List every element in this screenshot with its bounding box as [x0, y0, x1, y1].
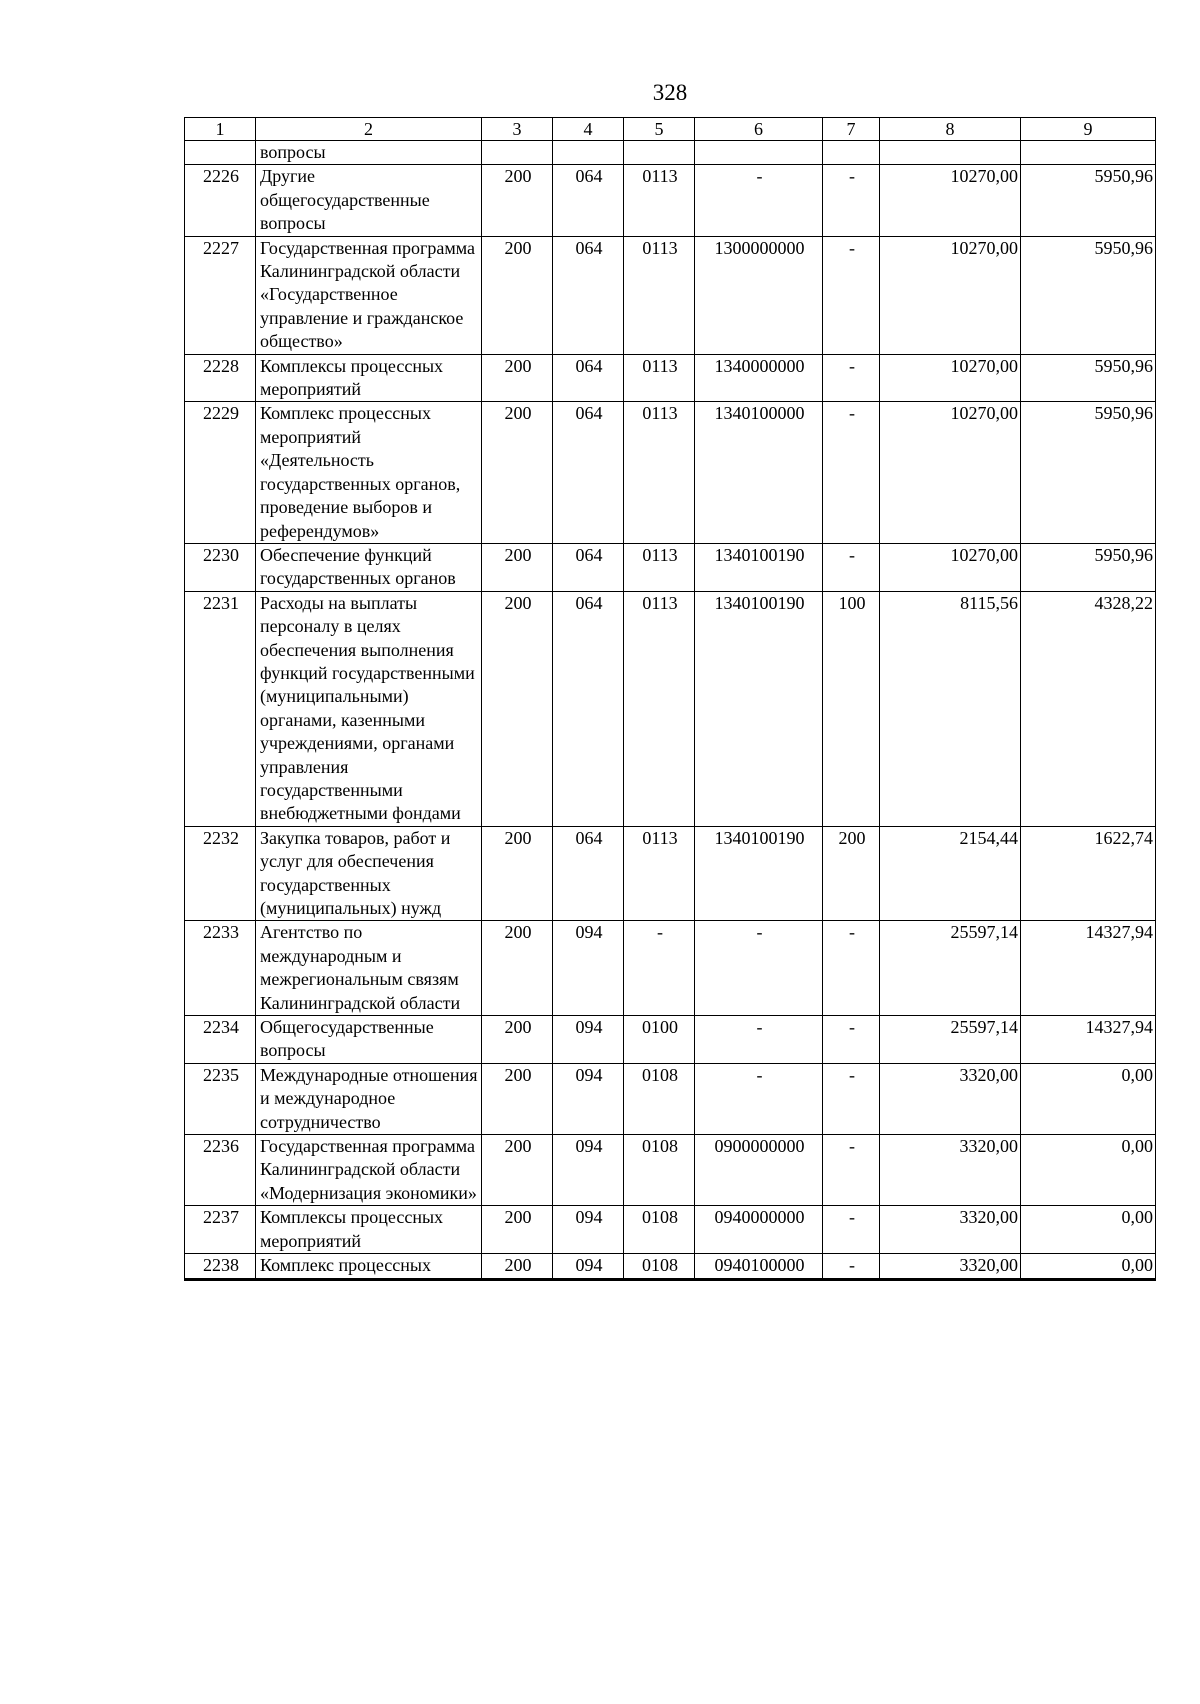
amount-col-9-cell: 14327,94 [1021, 1016, 1156, 1064]
code-col-7-cell: - [823, 354, 880, 402]
code-col-7-cell: - [823, 543, 880, 591]
amount-col-9-cell: 5950,96 [1021, 354, 1156, 402]
amount-col-9-cell: 5950,96 [1021, 402, 1156, 543]
code-col-7-cell: - [823, 402, 880, 543]
code-col-5-cell: 0108 [624, 1135, 695, 1206]
code-col-5-cell: 0108 [624, 1206, 695, 1254]
amount-col-9-cell: 0,00 [1021, 1063, 1156, 1134]
table-row [185, 921, 1156, 1016]
table-row [185, 826, 1156, 921]
header-cell: 5 [624, 118, 695, 141]
amount-col-9-cell: 1622,74 [1021, 826, 1156, 921]
item-name-cell: Закупка товаров, работ и услуг для обеспечения государственных (муниципальных) нужд [256, 826, 482, 921]
code-col-3-cell: 200 [482, 354, 553, 402]
code-col-4-cell: 094 [553, 1206, 624, 1254]
row-number-cell: 2226 [185, 165, 256, 236]
code-col-6-cell: 1340100000 [695, 402, 823, 543]
code-col-5-cell: 0108 [624, 1063, 695, 1134]
item-name-cell: вопросы [256, 141, 482, 165]
code-col-4-cell: 094 [553, 1063, 624, 1134]
code-col-5-cell [624, 141, 695, 165]
code-col-7-cell [823, 141, 880, 165]
code-col-3-cell: 200 [482, 1206, 553, 1254]
code-col-3-cell: 200 [482, 826, 553, 921]
code-col-6-cell: - [695, 165, 823, 236]
code-col-6-cell: 1300000000 [695, 236, 823, 354]
header-cell: 8 [880, 118, 1021, 141]
table-header-row [185, 118, 1156, 141]
code-col-6-cell: - [695, 921, 823, 1016]
table-row [185, 1254, 1156, 1279]
code-col-7-cell: - [823, 921, 880, 1016]
code-col-4-cell: 094 [553, 1135, 624, 1206]
code-col-6-cell: - [695, 1016, 823, 1064]
header-cell: 1 [185, 118, 256, 141]
amount-col-8-cell: 3320,00 [880, 1254, 1021, 1279]
table-row [185, 1206, 1156, 1254]
amount-col-9-cell: 0,00 [1021, 1254, 1156, 1279]
code-col-3-cell: 200 [482, 1063, 553, 1134]
row-number-cell: 2236 [185, 1135, 256, 1206]
item-name-cell: Комплексы процессных мероприятий [256, 1206, 482, 1254]
table-row [185, 1016, 1156, 1064]
code-col-7-cell: - [823, 165, 880, 236]
amount-col-8-cell [880, 141, 1021, 165]
item-name-cell: Государственная программа Калининградской области «Государственное управление и гражданское общество» [256, 236, 482, 354]
amount-col-9-cell [1021, 141, 1156, 165]
item-name-cell: Расходы на выплаты персоналу в целях обеспечения выполнения функций государственными (муниципальными) органами, казенными учреждениями, органами управления государственными внебюджетными фондами [256, 591, 482, 826]
amount-col-8-cell: 10270,00 [880, 354, 1021, 402]
code-col-5-cell: 0113 [624, 165, 695, 236]
table-row [185, 1135, 1156, 1206]
code-col-3-cell: 200 [482, 1254, 553, 1279]
code-col-4-cell: 064 [553, 165, 624, 236]
code-col-6-cell: 0900000000 [695, 1135, 823, 1206]
table-row [185, 236, 1156, 354]
amount-col-8-cell: 25597,14 [880, 1016, 1021, 1064]
page-number: 328 [652, 80, 688, 105]
code-col-7-cell: - [823, 1206, 880, 1254]
code-col-4-cell: 094 [553, 1254, 624, 1279]
table-row [185, 543, 1156, 591]
amount-col-8-cell: 10270,00 [880, 402, 1021, 543]
code-col-3-cell: 200 [482, 921, 553, 1016]
budget-table [184, 117, 1156, 1281]
header-cell: 6 [695, 118, 823, 141]
code-col-3-cell [482, 141, 553, 165]
item-name-cell: Государственная программа Калининградской области «Модернизация экономики» [256, 1135, 482, 1206]
item-name-cell: Комплекс процессных [256, 1254, 482, 1279]
code-col-5-cell: 0113 [624, 354, 695, 402]
amount-col-9-cell: 0,00 [1021, 1206, 1156, 1254]
item-name-cell: Другие общегосударственные вопросы [256, 165, 482, 236]
row-number-cell: 2232 [185, 826, 256, 921]
item-name-cell: Международные отношения и международное сотрудничество [256, 1063, 482, 1134]
code-col-5-cell: 0108 [624, 1254, 695, 1279]
code-col-6-cell [695, 141, 823, 165]
row-number-cell: 2231 [185, 591, 256, 826]
item-name-cell: Комплексы процессных мероприятий [256, 354, 482, 402]
row-number-cell [185, 141, 256, 165]
table-row [185, 165, 1156, 236]
amount-col-9-cell: 5950,96 [1021, 543, 1156, 591]
code-col-5-cell: 0113 [624, 236, 695, 354]
code-col-4-cell: 094 [553, 1016, 624, 1064]
code-col-7-cell: - [823, 1135, 880, 1206]
amount-col-8-cell: 3320,00 [880, 1063, 1021, 1134]
code-col-7-cell: - [823, 1254, 880, 1279]
row-number-cell: 2233 [185, 921, 256, 1016]
code-col-6-cell: 1340100190 [695, 826, 823, 921]
code-col-5-cell: 0113 [624, 543, 695, 591]
code-col-6-cell: 0940000000 [695, 1206, 823, 1254]
amount-col-8-cell: 3320,00 [880, 1135, 1021, 1206]
item-name-cell: Комплекс процессных мероприятий «Деятельность государственных органов, проведение выборов и референдумов» [256, 402, 482, 543]
header-cell: 4 [553, 118, 624, 141]
code-col-5-cell: 0100 [624, 1016, 695, 1064]
row-number-cell: 2234 [185, 1016, 256, 1064]
code-col-3-cell: 200 [482, 1016, 553, 1064]
item-name-cell: Агентство по международным и межрегиональным связям Калининградской области [256, 921, 482, 1016]
header-cell: 2 [256, 118, 482, 141]
amount-col-9-cell: 4328,22 [1021, 591, 1156, 826]
amount-col-8-cell: 3320,00 [880, 1206, 1021, 1254]
code-col-4-cell: 064 [553, 236, 624, 354]
code-col-6-cell: 1340100190 [695, 543, 823, 591]
row-number-cell: 2237 [185, 1206, 256, 1254]
item-name-cell: Общегосударственные вопросы [256, 1016, 482, 1064]
amount-col-9-cell: 14327,94 [1021, 921, 1156, 1016]
table-row [185, 354, 1156, 402]
row-number-cell: 2230 [185, 543, 256, 591]
amount-col-8-cell: 10270,00 [880, 236, 1021, 354]
code-col-7-cell: - [823, 236, 880, 354]
table-row [185, 402, 1156, 543]
row-number-cell: 2238 [185, 1254, 256, 1279]
table-row [185, 1063, 1156, 1134]
code-col-3-cell: 200 [482, 402, 553, 543]
code-col-6-cell: 1340000000 [695, 354, 823, 402]
row-number-cell: 2229 [185, 402, 256, 543]
item-name-cell: Обеспечение функций государственных органов [256, 543, 482, 591]
code-col-4-cell: 064 [553, 543, 624, 591]
amount-col-8-cell: 25597,14 [880, 921, 1021, 1016]
code-col-5-cell: 0113 [624, 591, 695, 826]
amount-col-8-cell: 10270,00 [880, 165, 1021, 236]
code-col-7-cell: - [823, 1063, 880, 1134]
table-row [185, 591, 1156, 826]
code-col-6-cell: 1340100190 [695, 591, 823, 826]
code-col-5-cell: 0113 [624, 826, 695, 921]
code-col-3-cell: 200 [482, 1135, 553, 1206]
code-col-7-cell: 200 [823, 826, 880, 921]
header-cell: 9 [1021, 118, 1156, 141]
code-col-5-cell: - [624, 921, 695, 1016]
amount-col-8-cell: 8115,56 [880, 591, 1021, 826]
row-number-cell: 2235 [185, 1063, 256, 1134]
amount-col-9-cell: 5950,96 [1021, 165, 1156, 236]
code-col-5-cell: 0113 [624, 402, 695, 543]
amount-col-9-cell: 0,00 [1021, 1135, 1156, 1206]
amount-col-9-cell: 5950,96 [1021, 236, 1156, 354]
code-col-6-cell: - [695, 1063, 823, 1134]
code-col-4-cell: 064 [553, 402, 624, 543]
code-col-3-cell: 200 [482, 591, 553, 826]
code-col-4-cell: 094 [553, 921, 624, 1016]
header-cell: 3 [482, 118, 553, 141]
code-col-7-cell: 100 [823, 591, 880, 826]
code-col-3-cell: 200 [482, 236, 553, 354]
row-number-cell: 2228 [185, 354, 256, 402]
row-number-cell: 2227 [185, 236, 256, 354]
amount-col-8-cell: 10270,00 [880, 543, 1021, 591]
code-col-4-cell: 064 [553, 591, 624, 826]
table-row [185, 141, 1156, 165]
code-col-4-cell: 064 [553, 354, 624, 402]
code-col-7-cell: - [823, 1016, 880, 1064]
amount-col-8-cell: 2154,44 [880, 826, 1021, 921]
code-col-3-cell: 200 [482, 165, 553, 236]
code-col-6-cell: 0940100000 [695, 1254, 823, 1279]
code-col-4-cell: 064 [553, 826, 624, 921]
code-col-4-cell [553, 141, 624, 165]
code-col-3-cell: 200 [482, 543, 553, 591]
header-cell: 7 [823, 118, 880, 141]
